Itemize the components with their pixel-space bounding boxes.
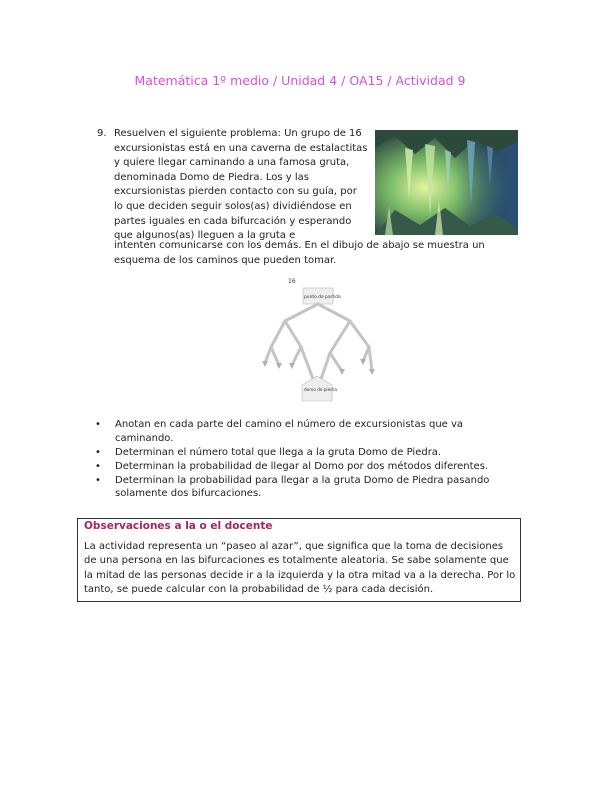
bullet-icon: •: [95, 460, 101, 472]
instruction-list: [95, 418, 515, 502]
teacher-observations-box: [77, 518, 521, 602]
observations-title: Observaciones a la o el docente: [84, 520, 273, 532]
end-label: domo de piedra: [304, 387, 338, 392]
observations-text: La actividad representa un “paseo al azar”, que significa que la toma de decisiones de una persona en las bifurcaciones es totalmente aleatoria. Se sabe solamente que la mitad de las personas decide ir a la izquierda y la otra mitad va a la derecha. Por lo tanto, se puede calcular con la probabilidad de ½ para cada decisión.: [84, 541, 516, 596]
list-item: • Anotan en cada parte del camino el número de excursionistas que va caminando.: [95, 419, 464, 444]
list-item: • Determinan la probabilidad para llegar a la gruta Domo de Piedra pasando solamente dos bifurcaciones.: [95, 474, 490, 500]
list-item: • Determinan la probabilidad de llegar al Domo por dos métodos diferentes.: [95, 460, 489, 472]
problem-text-part2: intenten comunicarse con los demás. En el dibujo de abajo se muestra un esquema de los caminos que pueden tomar.: [114, 240, 485, 266]
bullet-icon: •: [95, 474, 101, 486]
start-count: 16: [288, 278, 296, 285]
paths-diagram: [255, 275, 380, 405]
list-item: • Determinan el número total que llega a la gruta Domo de Piedra.: [95, 446, 442, 458]
start-label: punto de partida: [304, 295, 341, 300]
page-header: Matemática 1º medio / Unidad 4 / OA15 / Actividad 9: [134, 73, 466, 88]
problem-number: 9.: [97, 128, 107, 139]
bullet-icon: •: [95, 419, 101, 430]
cave-photo: [375, 130, 518, 235]
bullet-icon: •: [95, 446, 101, 458]
problem-text-part1: Resuelven el siguiente problema: Un grupo de 16 excursionistas está en una caverna de estalactitas y quiere llegar caminando a una famosa gruta, denominada Domo de Piedra. Los y las excursionistas pierden contacto con su guía, por lo que deciden seguir solos(as) dividiéndose en partes iguales en cada bifurcación y esperando que algunos(as) lleguen a la gruta e: [114, 128, 368, 242]
